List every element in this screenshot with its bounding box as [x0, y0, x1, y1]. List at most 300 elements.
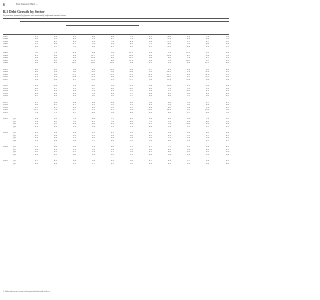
value-cell: 6.8: [111, 101, 114, 104]
value-cell: 4.6: [149, 148, 152, 151]
year-cell: 2012: [3, 85, 8, 88]
value-cell: -1.3: [148, 76, 152, 79]
value-cell: 4.6: [54, 146, 57, 149]
value-cell: 7.9: [73, 118, 76, 121]
value-cell: 0.8: [111, 76, 114, 79]
value-cell: 4.0: [226, 162, 229, 165]
year-cell: 2004: [3, 57, 8, 60]
value-cell: 2.7: [92, 139, 95, 142]
value-cell: 3.1: [187, 146, 190, 149]
value-cell: 3.3: [73, 148, 76, 151]
value-cell: 6.7: [73, 111, 76, 114]
value-cell: 8.4: [168, 139, 171, 142]
value-cell: 10.9: [166, 54, 171, 57]
value-cell: 5.1: [35, 35, 38, 38]
value-cell: 9.1: [130, 45, 133, 48]
value-cell: 8.6: [111, 59, 114, 62]
value-cell: 6.0: [168, 106, 171, 109]
value-cell: 7.9: [54, 52, 57, 55]
value-cell: 3.8: [226, 132, 229, 135]
value-cell: 9.4: [92, 40, 95, 43]
value-cell: 4.6: [35, 162, 38, 165]
value-cell: 0.4: [187, 120, 190, 123]
value-cell: 2.4: [73, 85, 76, 88]
value-cell: 2.7: [130, 95, 133, 98]
value-cell: 5.3: [206, 106, 209, 109]
value-cell: 8.6: [54, 57, 57, 60]
value-cell: 8.1: [149, 123, 152, 126]
value-cell: 3.8: [35, 78, 38, 81]
value-cell: 2.2: [187, 134, 190, 137]
value-cell: 6.2: [111, 123, 114, 126]
value-cell: 3.6: [54, 78, 57, 81]
value-cell: 3.7: [130, 106, 133, 109]
value-cell: 5.1: [35, 43, 38, 46]
value-cell: 5.8: [168, 153, 171, 156]
value-cell: 7.9: [130, 38, 133, 41]
value-cell: 4.7: [149, 160, 152, 163]
value-cell: 5.5: [226, 71, 229, 74]
value-cell: 3.1: [73, 137, 76, 140]
value-cell: 4.6: [168, 101, 171, 104]
value-cell: 4.0: [35, 87, 38, 90]
value-cell: 8.7: [206, 40, 209, 43]
value-cell: 3.9: [226, 76, 229, 79]
value-cell: 10.6: [109, 62, 114, 65]
value-cell: 6.9: [149, 38, 152, 41]
value-cell: 1.2: [187, 95, 190, 98]
value-cell: 3.0: [130, 101, 133, 104]
value-cell: 8.1: [226, 59, 229, 62]
value-cell: 1.5: [130, 90, 133, 93]
value-cell: 7.5: [73, 45, 76, 48]
value-cell: 4.5: [226, 146, 229, 149]
value-cell: 0.7: [73, 78, 76, 81]
value-cell: 6.3: [111, 92, 114, 95]
year-cell: 2013: [3, 87, 8, 90]
year-cell: 2024: [3, 146, 8, 149]
value-cell: 8.5: [73, 40, 76, 43]
value-cell: 6.9: [73, 52, 76, 55]
value-cell: 4.8: [35, 92, 38, 95]
value-cell: 7.2: [54, 111, 57, 114]
value-cell: 2.6: [187, 148, 190, 151]
value-cell: -2.3: [91, 76, 95, 79]
value-cell: 1.7: [130, 92, 133, 95]
value-cell: 3.3: [206, 87, 209, 90]
value-cell: 8.6: [54, 62, 57, 65]
value-cell: 1.0: [187, 87, 190, 90]
value-cell: 9.6: [149, 40, 152, 43]
value-cell: 2.4: [130, 151, 133, 154]
value-cell: 7.8: [187, 57, 190, 60]
value-cell: 4.2: [111, 160, 114, 163]
value-cell: 6.5: [54, 120, 57, 123]
value-cell: 7.9: [206, 35, 209, 38]
value-cell: -3.3: [129, 76, 133, 79]
value-cell: 0.0: [73, 71, 76, 74]
year-cell: [3, 163, 13, 166]
value-cell: 5.8: [35, 120, 38, 123]
value-cell: 4.4: [149, 59, 152, 62]
value-cell: 9.1: [54, 59, 57, 62]
value-cell: -1.9: [167, 40, 171, 43]
value-cell: 4.8: [73, 101, 76, 104]
value-cell: -0.8: [72, 76, 76, 79]
value-cell: -0.2: [167, 45, 171, 48]
value-cell: 6.2: [168, 162, 171, 165]
value-cell: 4.9: [35, 137, 38, 140]
quarter-cell: Q3: [13, 123, 16, 126]
value-cell: 3.5: [111, 153, 114, 156]
value-cell: -0.5: [186, 90, 190, 93]
value-cell: 2.5: [111, 54, 114, 57]
value-cell: 6.2: [226, 40, 229, 43]
value-cell: 3.0: [92, 137, 95, 140]
value-cell: 2.6: [92, 148, 95, 151]
value-cell: 22.7: [166, 73, 171, 76]
value-cell: 2.4: [187, 137, 190, 140]
value-cell: -0.5: [148, 109, 152, 112]
value-cell: 2.9: [206, 137, 209, 140]
value-cell: 3.5: [187, 76, 190, 79]
value-cell: 4.4: [54, 43, 57, 46]
value-cell: 8.1: [92, 120, 95, 123]
value-cell: 1.9: [92, 90, 95, 93]
value-cell: 1.8: [187, 132, 190, 135]
value-cell: 6.6: [35, 38, 38, 41]
value-cell: 4.9: [149, 54, 152, 57]
quarter-cell: Q4: [13, 139, 16, 142]
value-cell: 3.5: [73, 134, 76, 137]
value-cell: 1.1: [187, 125, 190, 128]
running-head: Fed. Reserve Bull. ...: [16, 3, 38, 7]
value-cell: 4.3: [54, 125, 57, 128]
value-cell: 8.4: [73, 38, 76, 41]
value-cell: 4.8: [35, 148, 38, 151]
year-cell: 2000: [3, 43, 8, 46]
value-cell: 5.3: [73, 125, 76, 128]
value-cell: 5.1: [226, 45, 229, 48]
value-cell: 11.2: [33, 109, 38, 112]
value-cell: 2.9: [168, 120, 171, 123]
value-cell: 2.0: [187, 104, 190, 107]
value-cell: 3.7: [111, 151, 114, 154]
value-cell: 7.0: [226, 38, 229, 41]
value-cell: 9.7: [149, 45, 152, 48]
value-cell: 5.7: [187, 40, 190, 43]
year-cell: 2025: [3, 160, 8, 163]
value-cell: 5.1: [35, 146, 38, 149]
value-cell: 8.7: [111, 38, 114, 41]
value-cell: 3.4: [35, 73, 38, 76]
value-cell: 6.0: [111, 87, 114, 90]
quarter-cell: Q2: [13, 134, 16, 137]
quarter-cell: Q2: [13, 148, 16, 151]
value-cell: 4.8: [206, 104, 209, 107]
value-cell: 5.3: [187, 35, 190, 38]
value-cell: 9.7: [206, 59, 209, 62]
value-cell: 6.1: [54, 40, 57, 43]
year-cell: 2019: [3, 106, 8, 109]
value-cell: 8.2: [54, 68, 57, 71]
value-cell: 1.4: [149, 71, 152, 74]
value-cell: -2.2: [205, 76, 209, 79]
value-cell: 3.1: [73, 87, 76, 90]
value-cell: 5.2: [54, 123, 57, 126]
value-cell: 4.5: [226, 95, 229, 98]
value-cell: 4.2: [149, 132, 152, 135]
value-cell: 2.6: [130, 160, 133, 163]
value-cell: 4.1: [35, 90, 38, 93]
value-cell: 3.4: [73, 146, 76, 149]
value-cell: 7.6: [73, 120, 76, 123]
value-cell: 7.8: [111, 40, 114, 43]
value-cell: 4.9: [35, 85, 38, 88]
value-cell: 6.6: [92, 123, 95, 126]
value-cell: 2.4: [92, 153, 95, 156]
value-cell: 5.0: [206, 95, 209, 98]
value-cell: 3.6: [73, 160, 76, 163]
value-cell: 2.7: [92, 162, 95, 165]
value-cell: 4.4: [54, 132, 57, 135]
value-cell: 8.9: [73, 54, 76, 57]
value-cell: 9.0: [35, 62, 38, 65]
value-cell: 3.2: [92, 104, 95, 107]
value-cell: 3.5: [149, 137, 152, 140]
value-cell: 11.2: [204, 62, 209, 65]
value-cell: 5.0: [226, 109, 229, 112]
year-cell: 2009: [3, 73, 8, 76]
value-cell: 3.8: [226, 78, 229, 81]
value-cell: 9.4: [149, 52, 152, 55]
value-cell: 9.8: [73, 68, 76, 71]
value-cell: 3.8: [54, 134, 57, 137]
value-cell: 4.5: [149, 134, 152, 137]
value-cell: 1.6: [168, 125, 171, 128]
value-cell: 4.2: [35, 95, 38, 98]
value-cell: 4.3: [54, 90, 57, 93]
value-cell: 8.0: [206, 120, 209, 123]
value-cell: 4.1: [149, 62, 152, 65]
value-cell: 4.1: [35, 101, 38, 104]
value-cell: 3.8: [73, 90, 76, 93]
value-cell: 7.0: [168, 59, 171, 62]
year-cell: 2006: [3, 62, 8, 65]
value-cell: 5.1: [111, 125, 114, 128]
value-cell: 2.1: [130, 153, 133, 156]
value-cell: 3.9: [206, 160, 209, 163]
value-cell: 4.9: [168, 68, 171, 71]
value-cell: 5.5: [111, 95, 114, 98]
value-cell: 5.2: [111, 104, 114, 107]
value-cell: 4.7: [226, 101, 229, 104]
value-cell: 3.8: [73, 132, 76, 135]
value-cell: -0.6: [167, 35, 171, 38]
value-cell: 6.3: [149, 95, 152, 98]
value-cell: 3.8: [111, 148, 114, 151]
value-cell: 4.9: [206, 92, 209, 95]
header-top-rule: [3, 18, 229, 19]
value-cell: 7.6: [168, 52, 171, 55]
value-cell: 3.9: [226, 151, 229, 154]
year-cell: 2021: [3, 111, 8, 114]
value-cell: 3.5: [73, 162, 76, 165]
value-cell: 2.3: [187, 71, 190, 74]
value-cell: 4.4: [226, 85, 229, 88]
value-cell: 13.6: [128, 54, 133, 57]
value-cell: -0.6: [186, 123, 190, 126]
value-cell: 12.2: [128, 57, 133, 60]
value-cell: 11.7: [90, 54, 95, 57]
year-cell: 2003: [3, 54, 8, 57]
value-cell: 3.6: [226, 153, 229, 156]
value-cell: 4.0: [111, 146, 114, 149]
value-cell: 9.9: [73, 59, 76, 62]
value-cell: 6.2: [149, 35, 152, 38]
value-cell: 2.5: [130, 139, 133, 142]
value-cell: 9.0: [168, 111, 171, 114]
value-cell: 5.4: [130, 109, 133, 112]
value-cell: 4.4: [149, 104, 152, 107]
value-cell: 3.1: [130, 132, 133, 135]
value-cell: 4.0: [206, 132, 209, 135]
value-cell: 3.7: [187, 111, 190, 114]
year-cell: 2017: [3, 101, 8, 104]
value-cell: 5.3: [111, 106, 114, 109]
value-cell: 8.1: [35, 54, 38, 57]
value-cell: 0.7: [92, 87, 95, 90]
year-cell: 2020: [3, 109, 8, 112]
value-cell: 26.3: [166, 109, 171, 112]
value-cell: 8.6: [130, 111, 133, 114]
value-cell: 4.4: [54, 148, 57, 151]
value-cell: 11.2: [128, 52, 133, 55]
value-cell: 5.6: [149, 118, 152, 121]
value-cell: 2.1: [187, 85, 190, 88]
value-cell: 3.6: [206, 148, 209, 151]
year-cell: 2014: [3, 90, 8, 93]
value-cell: 4.1: [54, 153, 57, 156]
value-cell: -1.8: [186, 78, 190, 81]
value-cell: 6.3: [149, 111, 152, 114]
value-cell: 7.9: [206, 118, 209, 121]
value-cell: 4.9: [54, 35, 57, 38]
value-cell: 4.8: [187, 73, 190, 76]
value-cell: 2.8: [92, 160, 95, 163]
value-cell: 4.6: [35, 104, 38, 107]
value-cell: 8.8: [35, 57, 38, 60]
value-cell: -1.3: [129, 85, 133, 88]
value-cell: 3.2: [226, 73, 229, 76]
value-cell: 5.4: [226, 35, 229, 38]
value-cell: 4.3: [149, 162, 152, 165]
value-cell: -1.5: [72, 73, 76, 76]
quarter-cell: Q4: [13, 125, 16, 128]
value-cell: 3.6: [73, 139, 76, 142]
value-cell: 9.8: [130, 62, 133, 65]
value-cell: 6.0: [35, 45, 38, 48]
value-cell: 6.0: [168, 151, 171, 154]
value-cell: -0.2: [129, 87, 133, 90]
value-cell: 3.1: [130, 104, 133, 107]
value-cell: 2.3: [130, 148, 133, 151]
year-cell: 2015: [3, 92, 8, 95]
value-cell: 11.3: [185, 52, 190, 55]
value-cell: 4.5: [35, 151, 38, 154]
value-cell: -8.0: [167, 43, 171, 46]
value-cell: 3.0: [130, 134, 133, 137]
value-cell: 4.1: [35, 125, 38, 128]
value-cell: 5.4: [92, 125, 95, 128]
value-cell: -0.3: [91, 71, 95, 74]
value-cell: 4.2: [226, 106, 229, 109]
value-cell: 4.1: [111, 132, 114, 135]
value-cell: 4.3: [206, 90, 209, 93]
value-cell: 5.2: [54, 45, 57, 48]
value-cell: 6.7: [206, 57, 209, 60]
value-cell: 4.8: [226, 123, 229, 126]
value-cell: 1.8: [187, 118, 190, 121]
value-cell: 3.9: [168, 62, 171, 65]
value-cell: 5.3: [35, 139, 38, 142]
value-cell: 4.2: [54, 104, 57, 107]
value-cell: 2.6: [92, 151, 95, 154]
year-cell: 2018: [3, 104, 8, 107]
value-cell: 4.1: [226, 134, 229, 137]
value-cell: 9.5: [206, 68, 209, 71]
value-cell: 6.0: [35, 71, 38, 74]
value-cell: 5.2: [187, 109, 190, 112]
value-cell: 11.1: [90, 59, 95, 62]
value-cell: 7.8: [226, 54, 229, 57]
value-cell: 5.1: [92, 109, 95, 112]
value-cell: 5.7: [206, 101, 209, 104]
value-cell: 8.6: [226, 68, 229, 71]
value-cell: 7.1: [149, 43, 152, 46]
year-cell: 2023: [3, 132, 8, 135]
value-cell: 4.1: [111, 162, 114, 165]
year-cell: 1998: [3, 38, 8, 41]
value-cell: 6.0: [111, 57, 114, 60]
value-cell: -1.6: [91, 73, 95, 76]
value-cell: 3.3: [206, 153, 209, 156]
value-cell: 3.4: [111, 137, 114, 140]
value-cell: 4.5: [54, 160, 57, 163]
value-cell: 5.7: [149, 68, 152, 71]
value-cell: 4.3: [35, 153, 38, 156]
value-cell: -4.4: [148, 73, 152, 76]
value-cell: 3.7: [54, 87, 57, 90]
value-cell: 9.4: [187, 68, 190, 71]
value-cell: 6.8: [73, 123, 76, 126]
value-cell: 4.7: [73, 104, 76, 107]
value-cell: 6.3: [206, 123, 209, 126]
value-cell: 9.8: [92, 52, 95, 55]
value-cell: -4.3: [205, 73, 209, 76]
value-cell: 4.8: [226, 43, 229, 46]
value-cell: 9.4: [35, 59, 38, 62]
value-cell: 8.1: [187, 54, 190, 57]
quarter-cell: Q2: [13, 162, 16, 165]
value-cell: 8.2: [130, 43, 133, 46]
value-cell: 8.0: [226, 62, 229, 65]
value-cell: 2.9: [149, 139, 152, 142]
value-cell: 4.4: [111, 139, 114, 142]
value-cell: 8.9: [130, 40, 133, 43]
year-cell: 1997: [3, 35, 8, 38]
value-cell: 9.7: [111, 109, 114, 112]
